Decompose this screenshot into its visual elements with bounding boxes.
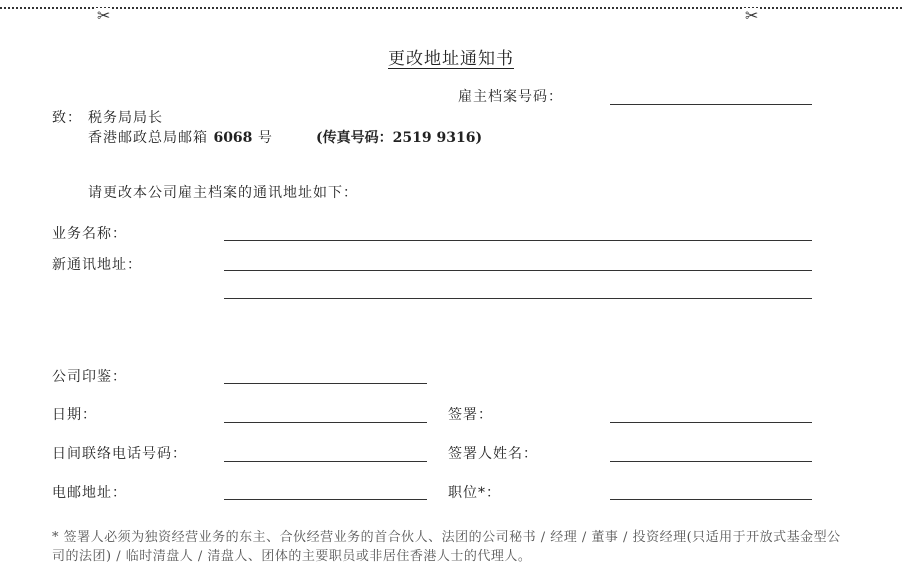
email-field[interactable] (224, 499, 427, 500)
fax-open: (传真号码： (316, 130, 393, 146)
company-chop-label: 公司印鉴： (52, 369, 127, 385)
employer-file-no-field[interactable] (610, 104, 812, 105)
intro-text: 请更改本公司雇主档案的通讯地址如下： (88, 185, 358, 201)
cut-line (0, 6, 902, 25)
signatory-name-field[interactable] (610, 461, 812, 462)
email-label: 电邮地址： (52, 485, 127, 501)
daytime-phone-field[interactable] (224, 461, 427, 462)
new-address-field-line1[interactable] (224, 270, 812, 271)
to-prefix: 致： (52, 110, 82, 126)
form-title-text: 更改地址通知书 (388, 49, 514, 69)
signature-label: 签署： (448, 407, 493, 423)
business-name-field[interactable] (224, 240, 812, 241)
box-suffix: 号 (257, 130, 273, 146)
address-text: 香港邮政总局邮箱 (88, 130, 208, 146)
recipient: 税务局局长 (88, 110, 163, 126)
new-address-field-line2[interactable] (224, 298, 812, 299)
company-chop-field[interactable] (224, 383, 427, 384)
position-field[interactable] (610, 499, 812, 500)
scissors-icon: ✂ (745, 6, 759, 25)
box-number: 6068 (213, 130, 253, 146)
employer-file-no-label: 雇主档案号码： (458, 89, 563, 105)
fax-info (316, 127, 482, 147)
signatory-name-label: 签署人姓名： (448, 446, 538, 462)
form-title (0, 44, 902, 69)
date-field[interactable] (224, 422, 427, 423)
fax-number: 2519 9316 (392, 130, 476, 146)
signature-field[interactable] (610, 422, 812, 423)
recipient-address (88, 127, 273, 147)
footnote: * 签署人必须为独资经营业务的东主、合伙经营业务的首合伙人、法团的公司秘书 / 经理 / 董事 / 投资经理(只适用于开放式基金型公司的法团) / 临时清盘人 / 清盘人、团体的主要职员或非居住香港人士的代理人。 (52, 530, 841, 564)
scissors-icon: ✂ (97, 6, 111, 25)
position-label: 职位*： (448, 485, 501, 501)
daytime-phone-label: 日间联络电话号码： (52, 446, 187, 462)
date-label: 日期： (52, 407, 97, 423)
business-name-label: 业务名称： (52, 226, 127, 242)
new-address-label: 新通讯地址： (52, 257, 142, 273)
fax-close: ) (475, 130, 483, 146)
